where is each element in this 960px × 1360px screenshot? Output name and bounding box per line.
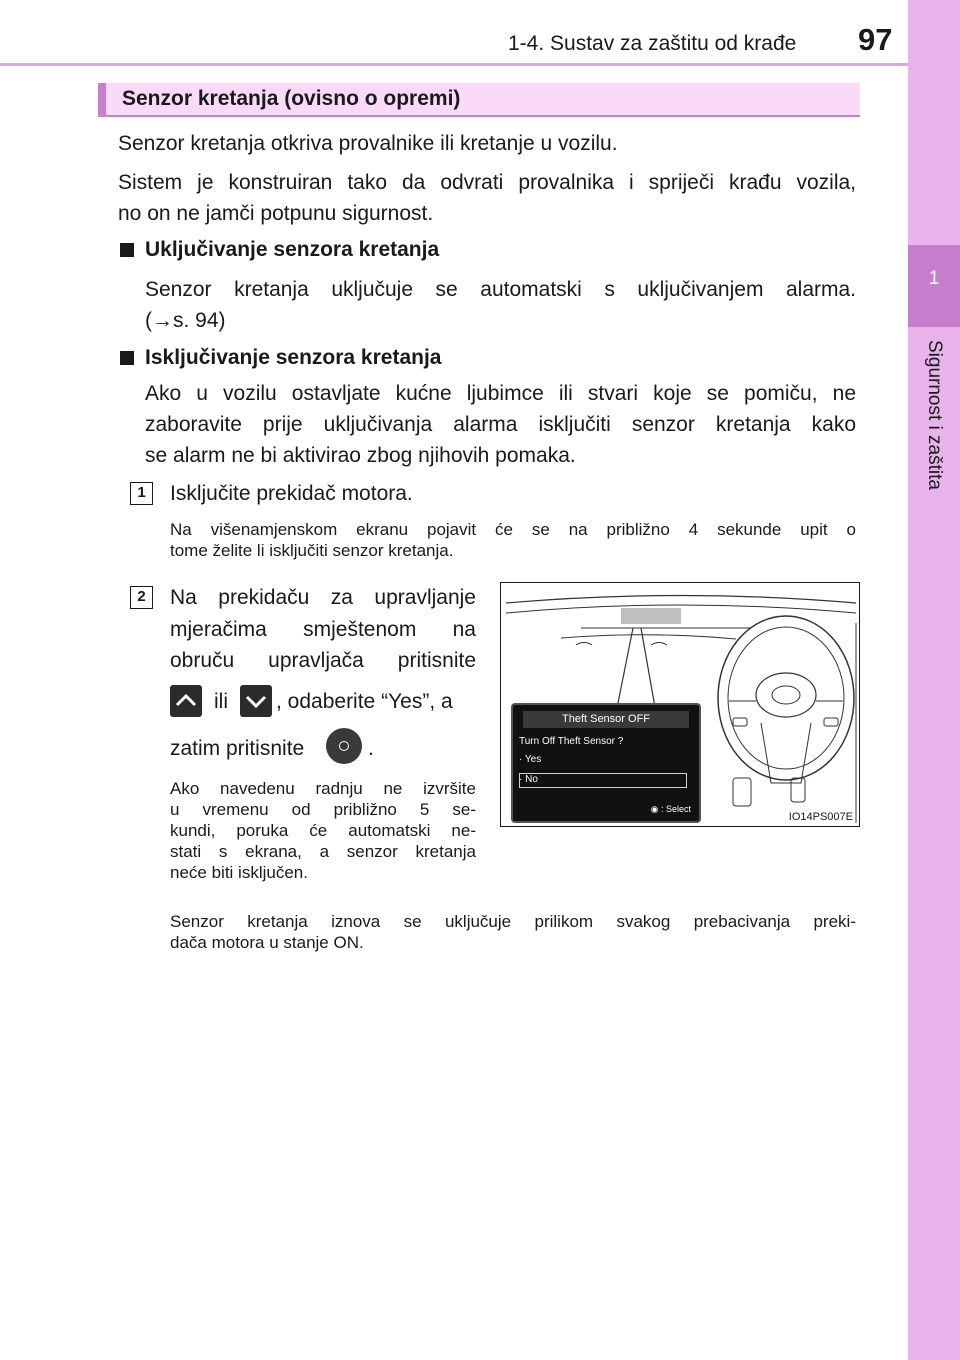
ok-button-icon	[326, 728, 362, 764]
screen-option-no: · No	[519, 774, 538, 785]
step-2-line1: Na prekidaču za upravljanje	[170, 586, 476, 609]
step-1-note-line1: Na višenamjenskom ekranu pojavit će se na približno 4 sekunde upit o	[170, 520, 856, 539]
chapter-number: 1	[928, 268, 940, 289]
step-2-note-line2: u vremenu od približno 5 se-	[170, 800, 476, 819]
step-2-line5-end: .	[368, 737, 374, 760]
up-arrow-key-icon	[170, 685, 202, 717]
page-reference-link[interactable]: (→s. 94)	[145, 309, 226, 332]
chapter-label: Sigurnost i zaštita	[924, 340, 945, 490]
step-2-line5: zatim pritisnite	[170, 737, 305, 760]
intro-paragraph-2-line2: no on ne jamči potpunu sigurnost.	[118, 202, 434, 225]
step-2-line4-end: , odaberite “Yes”, a	[276, 690, 453, 713]
screen-title: Theft Sensor OFF	[523, 711, 689, 728]
step-2-note-line4: stati s ekrana, a senzor kretanja	[170, 842, 476, 861]
page-number: 97	[858, 22, 893, 57]
bullet-square-icon	[120, 351, 134, 365]
screen-option-highlight	[519, 773, 687, 788]
subsection-off-text-line3: se alarm ne bi aktivirao zbog njihovih pomaka.	[145, 444, 576, 467]
step-2-badge: 2	[130, 586, 153, 609]
step-2-note-line1: Ako navedenu radnju ne izvršite	[170, 779, 476, 798]
screen-select-hint	[651, 804, 691, 815]
step-2-note-line5: neće biti isključen.	[170, 863, 308, 882]
subsection-off-text-line1: Ako u vozilu ostavljate kućne ljubimce ili stvari koje se pomiču, ne	[145, 382, 856, 405]
chapter-side-tab	[908, 0, 960, 1360]
section-heading-box	[98, 83, 860, 117]
subsection-off-heading: Isključivanje senzora kretanja	[145, 346, 442, 369]
step-2-note-line3: kundi, poruka će automatski ne-	[170, 821, 476, 840]
closing-note-line1: Senzor kretanja iznova se uključuje prilikom svakog prebacivanja preki-	[170, 912, 856, 931]
intro-paragraph-1: Senzor kretanja otkriva provalnike ili kretanje u vozilu.	[118, 132, 618, 155]
step-2-line2: mjeračima smještenom na	[170, 618, 476, 641]
step-1-badge: 1	[130, 482, 153, 505]
screen-option-yes: · Yes	[519, 754, 542, 765]
multi-information-display	[511, 703, 701, 823]
intro-paragraph-2-line1: Sistem je konstruiran tako da odvrati provalnika i spriječi krađu vozila,	[118, 171, 856, 194]
header-divider	[0, 63, 908, 66]
step-2-or-text: ili	[214, 690, 228, 713]
bullet-square-icon	[120, 243, 134, 257]
subsection-on-text-line1: Senzor kretanja uključuje se automatski s uključivanjem alarma.	[145, 278, 856, 301]
step-1-note-line2: tome želite li isključiti senzor kretanja.	[170, 541, 454, 560]
step-1-text: Isključite prekidač motora.	[170, 482, 413, 505]
figure-code: IO14PS007E	[788, 811, 853, 823]
section-title: Senzor kretanja (ovisno o opremi)	[122, 87, 461, 110]
header-section-title: 1-4. Sustav za zaštitu od krađe	[508, 32, 797, 55]
step-2-line3: obruču upravljača pritisnite	[170, 649, 476, 672]
screen-select-text: : Select	[660, 804, 691, 814]
ok-button-icon: ◉	[650, 804, 659, 814]
down-arrow-key-icon	[240, 685, 272, 717]
subsection-on-heading: Uključivanje senzora kretanja	[145, 238, 440, 261]
closing-note-line2: dača motora u stanje ON.	[170, 933, 364, 952]
screen-question: Turn Off Theft Sensor ?	[519, 736, 624, 747]
subsection-off-text-line2: zaboravite prije uključivanja alarma isključiti senzor kretanja kako	[145, 413, 856, 436]
dashboard-illustration	[500, 582, 860, 827]
